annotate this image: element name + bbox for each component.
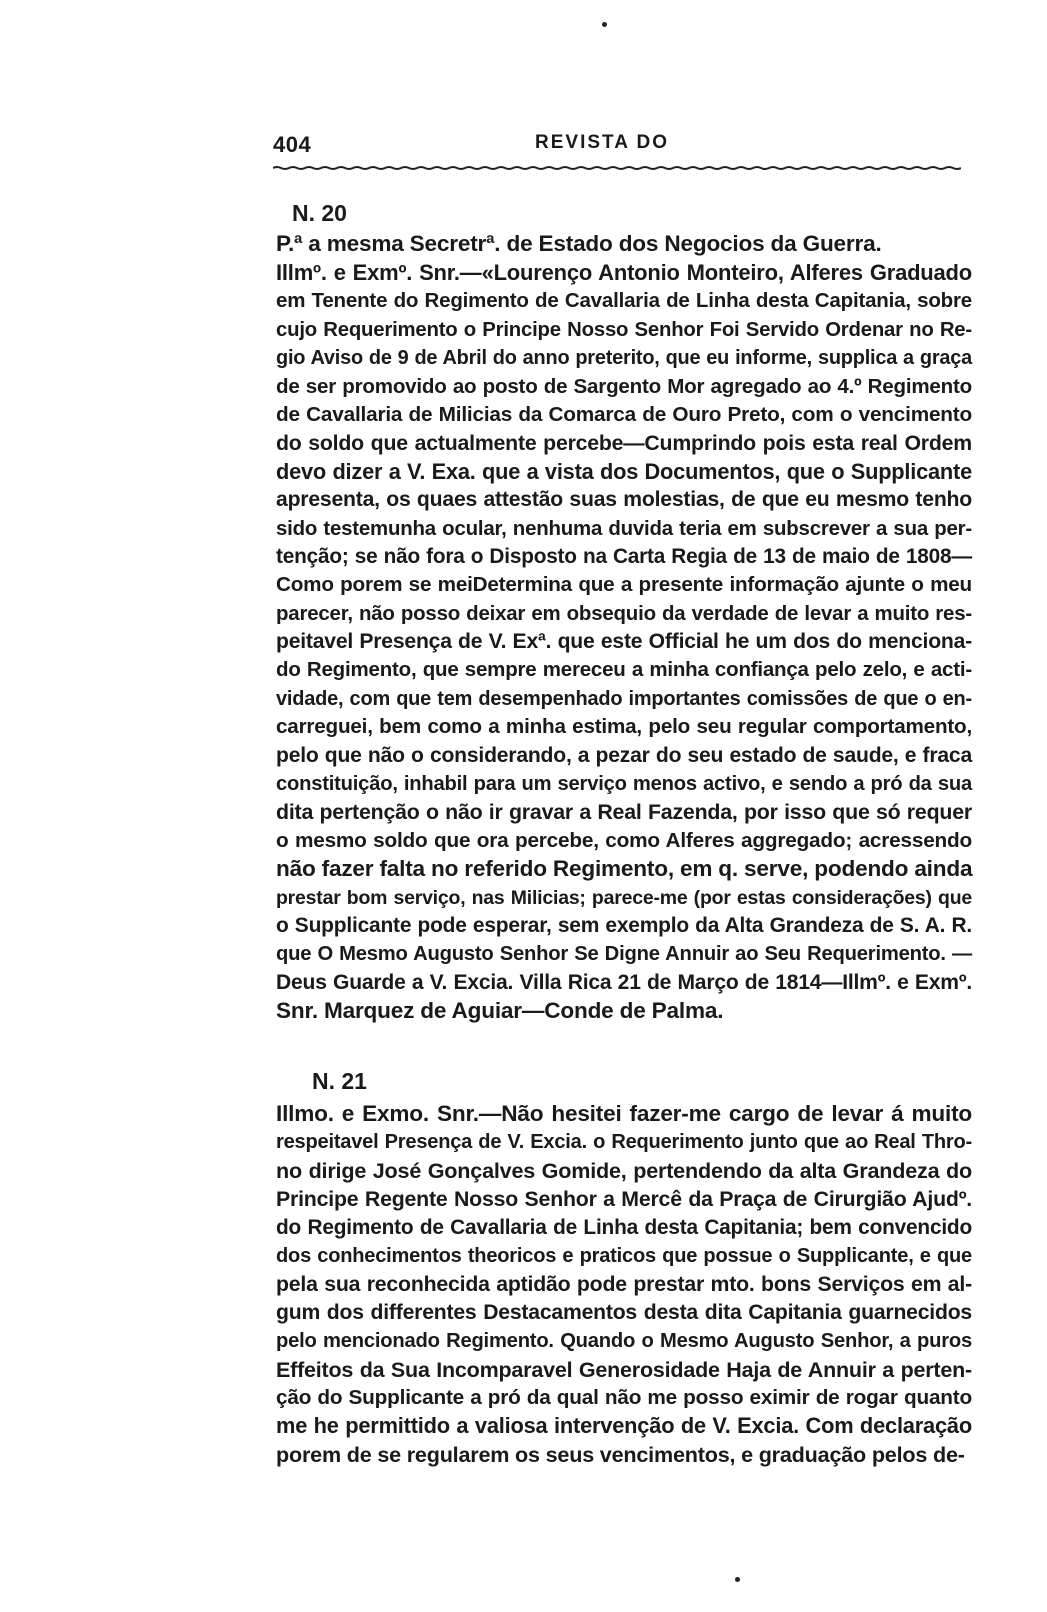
running-header: [273, 128, 961, 168]
text-line: vidade, com que tem desempenhado importantes comissões de que o en-: [276, 687, 972, 710]
text-line: que O Mesmo Augusto Senhor Se Digne Annuir ao Seu Requerimento. —: [276, 943, 972, 966]
text-line: de Cavallaria de Milicias da Comarca de Ouro Preto, com o vencimento: [276, 402, 972, 426]
text-line: sido testemunha ocular, nenhuma duvida teria em subscrever a sua per-: [276, 517, 972, 540]
text-line: tenção; se não fora o Disposto na Carta Regia de 13 de maio de 1808—: [276, 544, 972, 568]
text-line: respeitavel Presença de V. Excia. o Requerimento junto que ao Real Thro-: [276, 1131, 972, 1154]
text-line: pelo que não o considerando, a pezar do seu estado de saude, e fraca: [276, 743, 972, 767]
document-20-body: [276, 259, 972, 1026]
text-line: Effeitos da Sua Incomparavel Generosidade Haja de Annuir a perten-: [276, 1357, 972, 1382]
running-title: REVISTA DO: [535, 132, 670, 153]
text-line: pela sua reconhecida aptidão pode prestar mto. bons Serviços em al-: [276, 1272, 972, 1297]
document-20-heading: N. 20: [292, 200, 347, 226]
text-line: gum dos differentes Destacamentos desta dita Capitania guarnecidos: [276, 1300, 972, 1324]
text-line: em Tenente do Regimento de Cavallaria de Linha desta Capitania, sobre: [276, 289, 972, 313]
text-line: o mesmo soldo que ora percebe, como Alferes aggregado; acressendo: [276, 828, 972, 852]
text-line: prestar bom serviço, nas Milicias; parece-me (por estas considerações) que: [276, 886, 972, 909]
text-line: no dirige José Gonçalves Gomide, pertendendo da alta Grandeza do: [276, 1157, 972, 1183]
text-line: parecer, não posso deixar em obsequio da verdade de levar a muito res-: [276, 601, 972, 625]
text-line: ção do Supplicante a pró da qual não me posso eximir de rogar quanto: [276, 1385, 972, 1409]
text-line: de ser promovido ao posto de Sargento Mor agregado ao 4.º Regimento: [276, 374, 972, 398]
text-line: dos conhecimentos theoricos e praticos que possue o Supplicante, e que: [276, 1244, 972, 1267]
text-line: Deus Guarde a V. Excia. Villa Rica 21 de Março de 1814—Illmº. e Exmº.: [276, 970, 972, 994]
text-line: Illmo. e Exmo. Snr.—Não hesitei fazer-me cargo de levar á muito: [276, 1101, 972, 1126]
document-21-body: [276, 1100, 972, 1469]
text-line: do Regimento de Cavallaria de Linha desta Capitania; bem convencido: [276, 1215, 972, 1239]
printed-dot-mark: [602, 22, 607, 27]
text-line: Como porem se meiDetermina que a presente informação ajunte o meu: [276, 573, 972, 597]
text-line: me he permittido a valiosa intervenção de V. Excia. Com declaração: [276, 1413, 972, 1439]
text-line: constituição, inhabil para um serviço menos activo, e sendo a pró da sua: [276, 773, 972, 796]
text-line: gio Aviso de 9 de Abril do anno preterito, que eu informe, supplica a graça: [276, 347, 972, 370]
document-20-addressee-block: [276, 230, 972, 258]
text-line: do Regimento, que sempre mereceu a minha confiança pelo zelo, e acti-: [276, 658, 972, 682]
text-line: não fazer falta no referido Regimento, em q. serve, podendo ainda: [276, 856, 973, 882]
text-line: Illmº. e Exmº. Snr.—«Lourenço Antonio Monteiro, Alferes Graduado: [276, 260, 972, 285]
printed-dot-mark: [735, 1577, 740, 1582]
text-line: peitavel Presença de V. Exª. que este Official he um dos do menciona-: [276, 630, 972, 654]
document-21-heading: N. 21: [312, 1068, 367, 1094]
text-line: carreguei, bem como a minha estima, pelo seu regular comportamento,: [276, 715, 972, 739]
text-line: porem de se regularem os seus vencimentos, e graduação pelos de-: [276, 1441, 965, 1467]
text-line: dita pertenção o não ir gravar a Real Fazenda, por isso que só requer: [276, 800, 972, 825]
header-rule: [273, 166, 961, 170]
text-line: apresenta, os quaes attestão suas molestias, de que eu mesmo tenho: [276, 488, 972, 512]
document-20-addressee: P.ª a mesma Secretrª. de Estado dos Negocios da Guerra.: [276, 231, 882, 256]
text-line: do soldo que actualmente percebe—Cumprindo pois esta real Ordem: [276, 431, 972, 456]
text-line: Principe Regente Nosso Senhor a Mercê da Praça de Cirurgião Ajudº.: [276, 1187, 972, 1212]
text-line: o Supplicante pode esperar, sem exemplo da Alta Grandeza de S. A. R.: [276, 913, 972, 937]
text-line: pelo mencionado Regimento. Quando o Mesmo Augusto Senhor, a puros: [276, 1330, 972, 1353]
page-number: 404: [273, 132, 312, 157]
text-line: devo dizer a V. Exa. que a vista dos Documentos, que o Supplicante: [276, 458, 972, 484]
text-line: cujo Requerimento o Principe Nosso Senhor Foi Servido Ordenar no Re-: [276, 318, 972, 341]
text-line: Snr. Marquez de Aguiar—Conde de Palma.: [276, 998, 724, 1024]
